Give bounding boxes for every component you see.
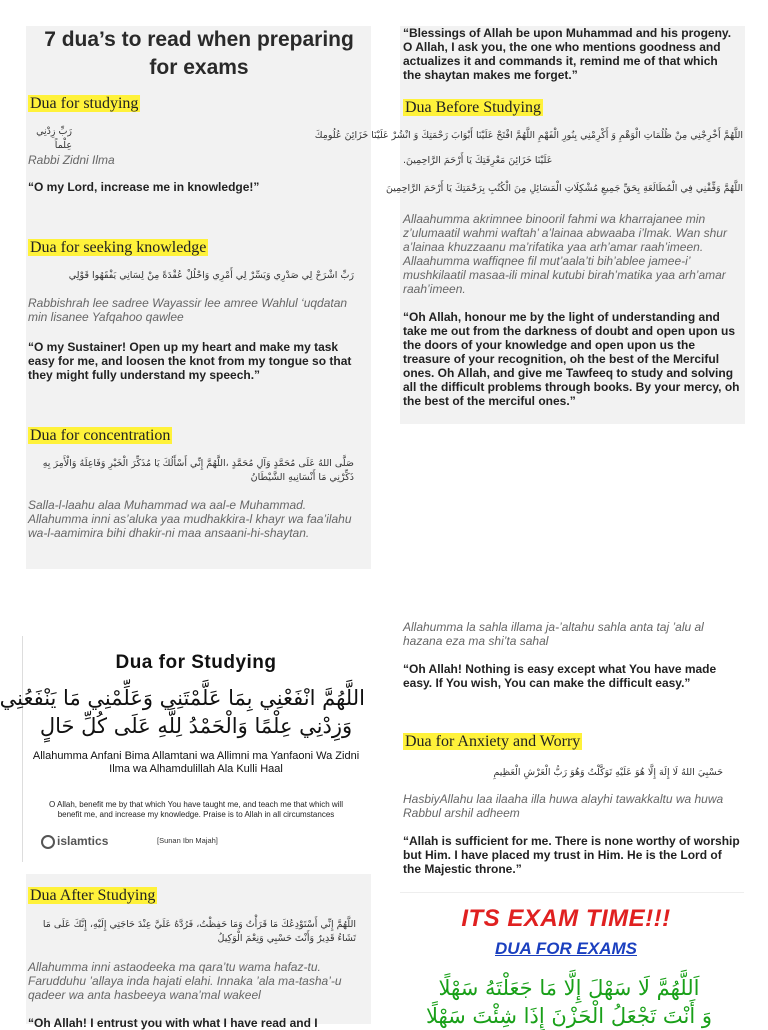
panel-dua-after-studying — [26, 874, 371, 1030]
arabic-knowledge: رَبِّ اشْرَحْ لِي صَدْرِي وَيَسِّرْ لِي أَمْرِي وَاحْلُلْ عُقْدَةً مِنْ لِسَانِي يَفْقَهُوا قَوْلِي — [68, 270, 354, 281]
page-title: 7 dua’s to read when preparing for exams — [44, 28, 354, 79]
image-arabic-2: وَزِدْنِي عِلْمًا وَالْحَمْدُ لِلَّهِ عَلَى كُلِّ حَالٍ — [39, 714, 353, 738]
english-exams: “Oh Allah! Nothing is easy except what You have made easy. If You wish, You can make the difficult easy.” — [403, 662, 717, 690]
english-concentration: “Blessings of Allah be upon Muhammad and his progeny. O Allah, I ask you, the one who mentions goodness and actualizes it and commands it, remind me of that which the shaytan makes me forget.” — [403, 26, 732, 82]
section-heading-studying: Dua for studying — [30, 95, 139, 112]
arabic-before-3: اللَّهُمَّ وَفِّقْنِي فِي الْمُطَالَعَةِ بِحَقِّ جَمِيعِ مُشْكِلَاتِ الْمَسَائِلِ مِنَ الْكُتُبِ بِرَحْمَتِكَ يَا أَرْحَمَ الرَّاحِمِينَ — [385, 183, 743, 194]
arabic-anxiety: حَسْبِيَ اللهُ لَا إِلَهَ إِلَّا هُوَ عَلَيْهِ تَوَكَّلْتُ وَهُوَ رَبُّ الْعَرْشِ الْعَظِيمِ — [493, 767, 723, 778]
translit-knowledge: Rabbishrah lee sadree Wayassir lee amree Wahlul ‘uqdatan min lisanee Yafqahoo qawlee — [28, 296, 348, 324]
panel-dua-list — [26, 26, 371, 569]
image-dua-for-studying — [0, 636, 368, 862]
exam-title: ITS EXAM TIME!!! — [461, 905, 671, 932]
exam-arabic-2: وَ أَنْتَ تَجْعَلُ الْحَزْنَ إِذَا شِئْتَ سَهْلًا — [425, 1004, 713, 1028]
translit-exams: Allahumma la sahla illama ja-’altahu sahla anta taj ’alu al hazana eza ma shi’ta sahal — [403, 620, 704, 648]
translit-after: Allahumma inni astaodeeka ma qara’tu wama hafaz-tu. Farudduhu ’allaya inda hajati elahi. Innaka ’ala ma-tasha’-u qadeer wa anta hasbeeya wana’mal wakeel — [28, 960, 342, 1002]
panel-dua-before-studying — [314, 26, 745, 424]
translit-studying: Rabbi Zidni Ilma — [28, 153, 115, 167]
translit-concentration: Salla-l-laahu alaa Muhammad wa aal-e Muhammad. Allahumma inni as’aluka yaa mudhakkira-l khayr wa faa’ilahu wa-l-aamimira bihi dhakir-ni maa ansaani-hi-shaytan. — [28, 498, 352, 540]
arabic-after: اللَّهُمَّ إِنِّي أَسْتَوْدِعُكَ مَا قَرَأْتُ وَمَا حَفِظْتُ، فَرُدَّهُ عَلَيَّ عِنْدَ حَاجَتِي إِلَيْهِ، إِنَّكَ عَلَى مَا تَشَاءُ قَدِيرٌ وَأَنْتَ حَسْبِي وَنِعْمَ الْوَكِيلُ — [42, 919, 356, 944]
english-anxiety: “Allah is sufficient for me. There is none worthy of worship but Him. I have placed my trust in Him. He is the Lord of the Majestic throne.” — [403, 834, 740, 876]
section-heading-after: Dua After Studying — [30, 887, 156, 904]
arabic-before-1: اللَّهُمَّ أَخْرِجْنِي مِنْ ظُلُمَاتِ الْوَهْمِ وَ أَكْرِمْنِي بِنُورِ الْفَهْمِ اللَّهُمَّ افْتَحْ عَلَيْنَا أَبْوَابَ رَحْمَتِكَ وَ انْشُرْ عَلَيْنَا خَزَائِنَ عُلُومِكَ — [314, 130, 743, 141]
image-translit: Allahumma Anfani Bima Allamtani wa Allimni ma Yanfaoni Wa Zidni Ilma wa Alhamdulillah Ala Kulli Haal — [32, 750, 360, 775]
english-knowledge: “O my Sustainer! Open up my heart and make my task easy for me, and loosen the knot from my tongue so that they might fully understand my speech.” — [28, 340, 352, 382]
translit-before: Allaahumma akrimnee binooril fahmi wa kharrajanee min z’ulumaatil wahmi waftah’ a’lainaa abwaaba i’lmak. Wan shur a’lainaa khuzzaanu ma’rifatika yaa arh’amar raah’imeen. Allaahumma waffiqnee fil mut’aala’ti bih’ablee jamee-i’ mushkilaatil masaa-ili minal kutubi birah’matika yaa arh’amar raah’imeen. — [403, 212, 727, 296]
exam-subtitle: DUA FOR EXAMS — [495, 939, 637, 958]
image-arabic-1: اللَّهُمَّ انْفَعْنِي بِمَا عَلَّمْتَنِي وَعَلِّمْنِي مَا يَنْفَعُنِي — [0, 686, 365, 710]
image-exam-time — [400, 892, 744, 1028]
translit-anxiety: HasbiyAllahu laa ilaaha illa huwa alayhi tawakkaltu wa huwa Rabbul arshil adheem — [403, 792, 724, 820]
arabic-studying: رَبِّ زِدْنِي عِلْماً — [36, 126, 72, 151]
exam-arabic-1: اَللَّهُمَّ لَا سَهْلَ إِلَّا مَا جَعَلْتَهُ سَهْلًا — [438, 976, 700, 1000]
section-heading-knowledge: Dua for seeking knowledge — [30, 239, 207, 256]
arabic-concentration: صَلَّى اللهُ عَلَى مُحَمَّدٍ وَآلِ مُحَمَّدٍ ،اللَّهُمَّ إِنِّي أَسْأَلُكَ يَا مُذَكِّرَ الْخَيْرِ وَفَاعِلَهُ وَالْأَمِرَ بِهِ ذَكِّرْنِي مَا أَنْسَانِيهِ الشَّيْطَانُ — [42, 458, 354, 483]
section-heading-anxiety: Dua for Anxiety and Worry — [405, 733, 581, 750]
image-source: [Sunan Ibn Majah] — [157, 836, 218, 845]
image-english: O Allah, benefit me by that which You have taught me, and teach me that which will benefit me, and increase my knowledge. Praise is to Allah in all circumstances — [49, 800, 343, 819]
english-after: “Oh Allah! I entrust you with what I have read and I — [28, 1016, 318, 1030]
panel-dua-anxiety — [400, 620, 750, 882]
islamtics-logo-icon — [41, 835, 55, 849]
islamtics-logo: islamtics — [41, 834, 108, 849]
image-title: Dua for Studying — [115, 652, 277, 673]
arabic-before-2: عَلَيْنَا خَزَائِنَ مَعْرِفَتِكَ يَا أَرْحَمَ الرَّاحِمِينَ. — [403, 155, 553, 166]
english-before: “Oh Allah, honour me by the light of understanding and take me out from the darkness of doubt and open upon us the doors of your knowledge and open upon us the treasure of your recognition, oh the best of the Merciful ones. Oh Allah, and give me Tawfeeq to study and solving all the difficult problems through books. By your mercy, oh the best of the merciful ones.” — [403, 310, 740, 408]
english-studying: “O my Lord, increase me in knowledge!” — [28, 180, 260, 194]
section-heading-before: Dua Before Studying — [405, 99, 541, 116]
section-heading-concentration: Dua for concentration — [30, 427, 171, 444]
